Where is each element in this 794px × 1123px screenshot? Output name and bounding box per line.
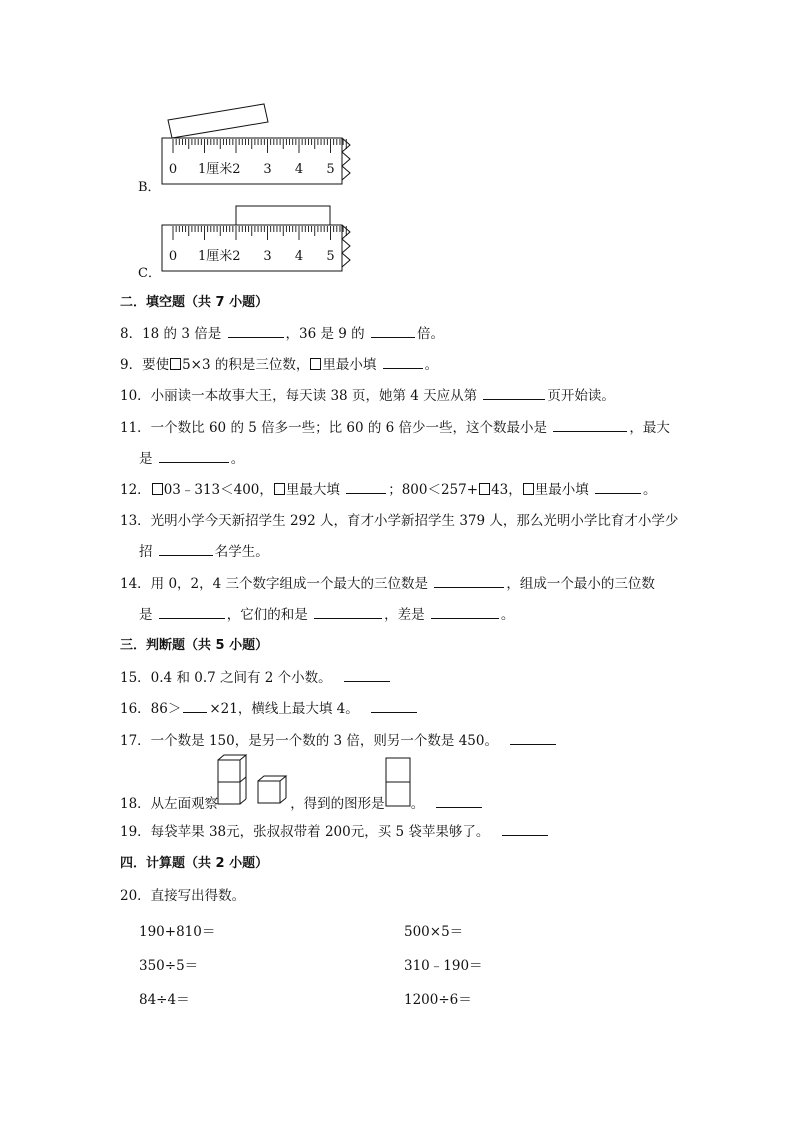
- section-heading-calculation: 四．计算题（共 2 小题）: [120, 856, 269, 871]
- empty-box: [152, 483, 163, 495]
- answer-blank[interactable]: [483, 385, 545, 400]
- ruler-label: 4: [294, 162, 304, 177]
- answer-blank[interactable]: [383, 354, 423, 369]
- question-13-cont: 招 名学生。: [139, 540, 269, 560]
- ruler-label: 4: [294, 249, 304, 264]
- answer-blank[interactable]: [346, 479, 386, 494]
- option-c-label: C．: [138, 266, 161, 281]
- question-14: 14．用 0，2，4 三个数字组成一个最大的三位数是 ，组成一个最小的三位数: [120, 572, 655, 592]
- question-20: 20．直接写出得数。: [120, 888, 246, 904]
- question-11: 11．一个数比 60 的 5 倍多一些；比 60 的 6 倍少一些，这个数最小是 ，最大: [120, 416, 670, 436]
- calc-item: 1200÷6＝: [404, 992, 472, 1008]
- question-13: 13．光明小学今天新招学生 292 人，育才小学新招学生 379 人，那么光明小学比育才小学少: [120, 513, 679, 529]
- left-view-figure: [384, 756, 414, 808]
- calc-item: 84÷4＝: [139, 992, 190, 1008]
- question-11-cont: 是 。: [139, 447, 244, 467]
- answer-blank[interactable]: [595, 479, 641, 494]
- calc-item: 190+810＝: [139, 924, 216, 940]
- empty-box: [523, 483, 534, 495]
- answer-blank[interactable]: [434, 573, 504, 588]
- question-10: 10．小丽读一本故事大王，每天读 38 页，她第 4 天应从第 页开始读。: [120, 384, 615, 404]
- empty-box: [170, 358, 181, 370]
- calc-item: 500×5＝: [404, 924, 464, 940]
- answer-blank[interactable]: [159, 448, 229, 463]
- question-17: 17．一个数是 150，是另一个数的 3 倍，则另一个数是 450。: [120, 729, 558, 749]
- calc-item: 350÷5＝: [139, 958, 199, 974]
- ruler-figure-c: [158, 203, 363, 278]
- answer-blank[interactable]: [436, 793, 482, 808]
- answer-blank[interactable]: [510, 730, 556, 745]
- answer-blank[interactable]: [371, 698, 417, 713]
- question-15: 15．0.4 和 0.7 之间有 2 个小数。: [120, 666, 392, 686]
- question-12: 12． 03﹣313＜400， 里最大填 ；800＜257+ 43， 里最小填 。: [120, 478, 657, 498]
- answer-blank[interactable]: [159, 541, 213, 556]
- question-9: 9．要使 5×3 的积是三位数， 里最小填 。: [120, 353, 438, 373]
- answer-blank[interactable]: [371, 323, 415, 338]
- ruler-label: 0: [168, 249, 178, 264]
- section-heading-true-false: 三．判断题（共 5 小题）: [120, 638, 269, 653]
- empty-box: [310, 358, 321, 370]
- cube-stack-figure: [214, 754, 294, 808]
- answer-blank[interactable]: [228, 323, 284, 338]
- empty-box: [274, 483, 285, 495]
- question-16: 16．86＞ ×21，横线上最大填 4。: [120, 697, 419, 717]
- ruler-label: 3: [263, 249, 272, 264]
- section-heading-fill-blank: 二．填空题（共 7 小题）: [120, 295, 269, 310]
- question-18: 18．从左面观察 ，得到的图形是 。: [120, 792, 484, 812]
- answer-blank[interactable]: [183, 698, 207, 713]
- measured-strip: [236, 206, 330, 225]
- answer-blank[interactable]: [431, 604, 499, 619]
- answer-blank[interactable]: [314, 604, 382, 619]
- option-b-label: B．: [138, 180, 161, 195]
- ruler-label: 5: [326, 162, 335, 177]
- ruler-label: 3: [263, 162, 272, 177]
- calc-item: 310﹣190＝: [404, 958, 483, 974]
- question-8: 8．18 的 3 倍是 ，36 是 9 的 倍。: [120, 322, 444, 342]
- ruler-label: 5: [326, 249, 335, 264]
- ruler-label: 1厘米2: [198, 162, 241, 177]
- answer-blank[interactable]: [502, 821, 548, 836]
- answer-blank[interactable]: [553, 417, 627, 432]
- ruler-figure-b: [158, 100, 363, 192]
- ruler-label: 0: [168, 162, 178, 177]
- ruler-label: 1厘米2: [198, 249, 241, 264]
- measured-strip: [168, 104, 268, 138]
- answer-blank[interactable]: [344, 667, 390, 682]
- empty-box: [479, 483, 490, 495]
- answer-blank[interactable]: [159, 604, 225, 619]
- question-14-cont: 是 ，它们的和是 ，差是 。: [139, 603, 514, 623]
- question-19: 19．每袋苹果 38元，张叔叔带着 200元，买 5 袋苹果够了。: [120, 820, 550, 840]
